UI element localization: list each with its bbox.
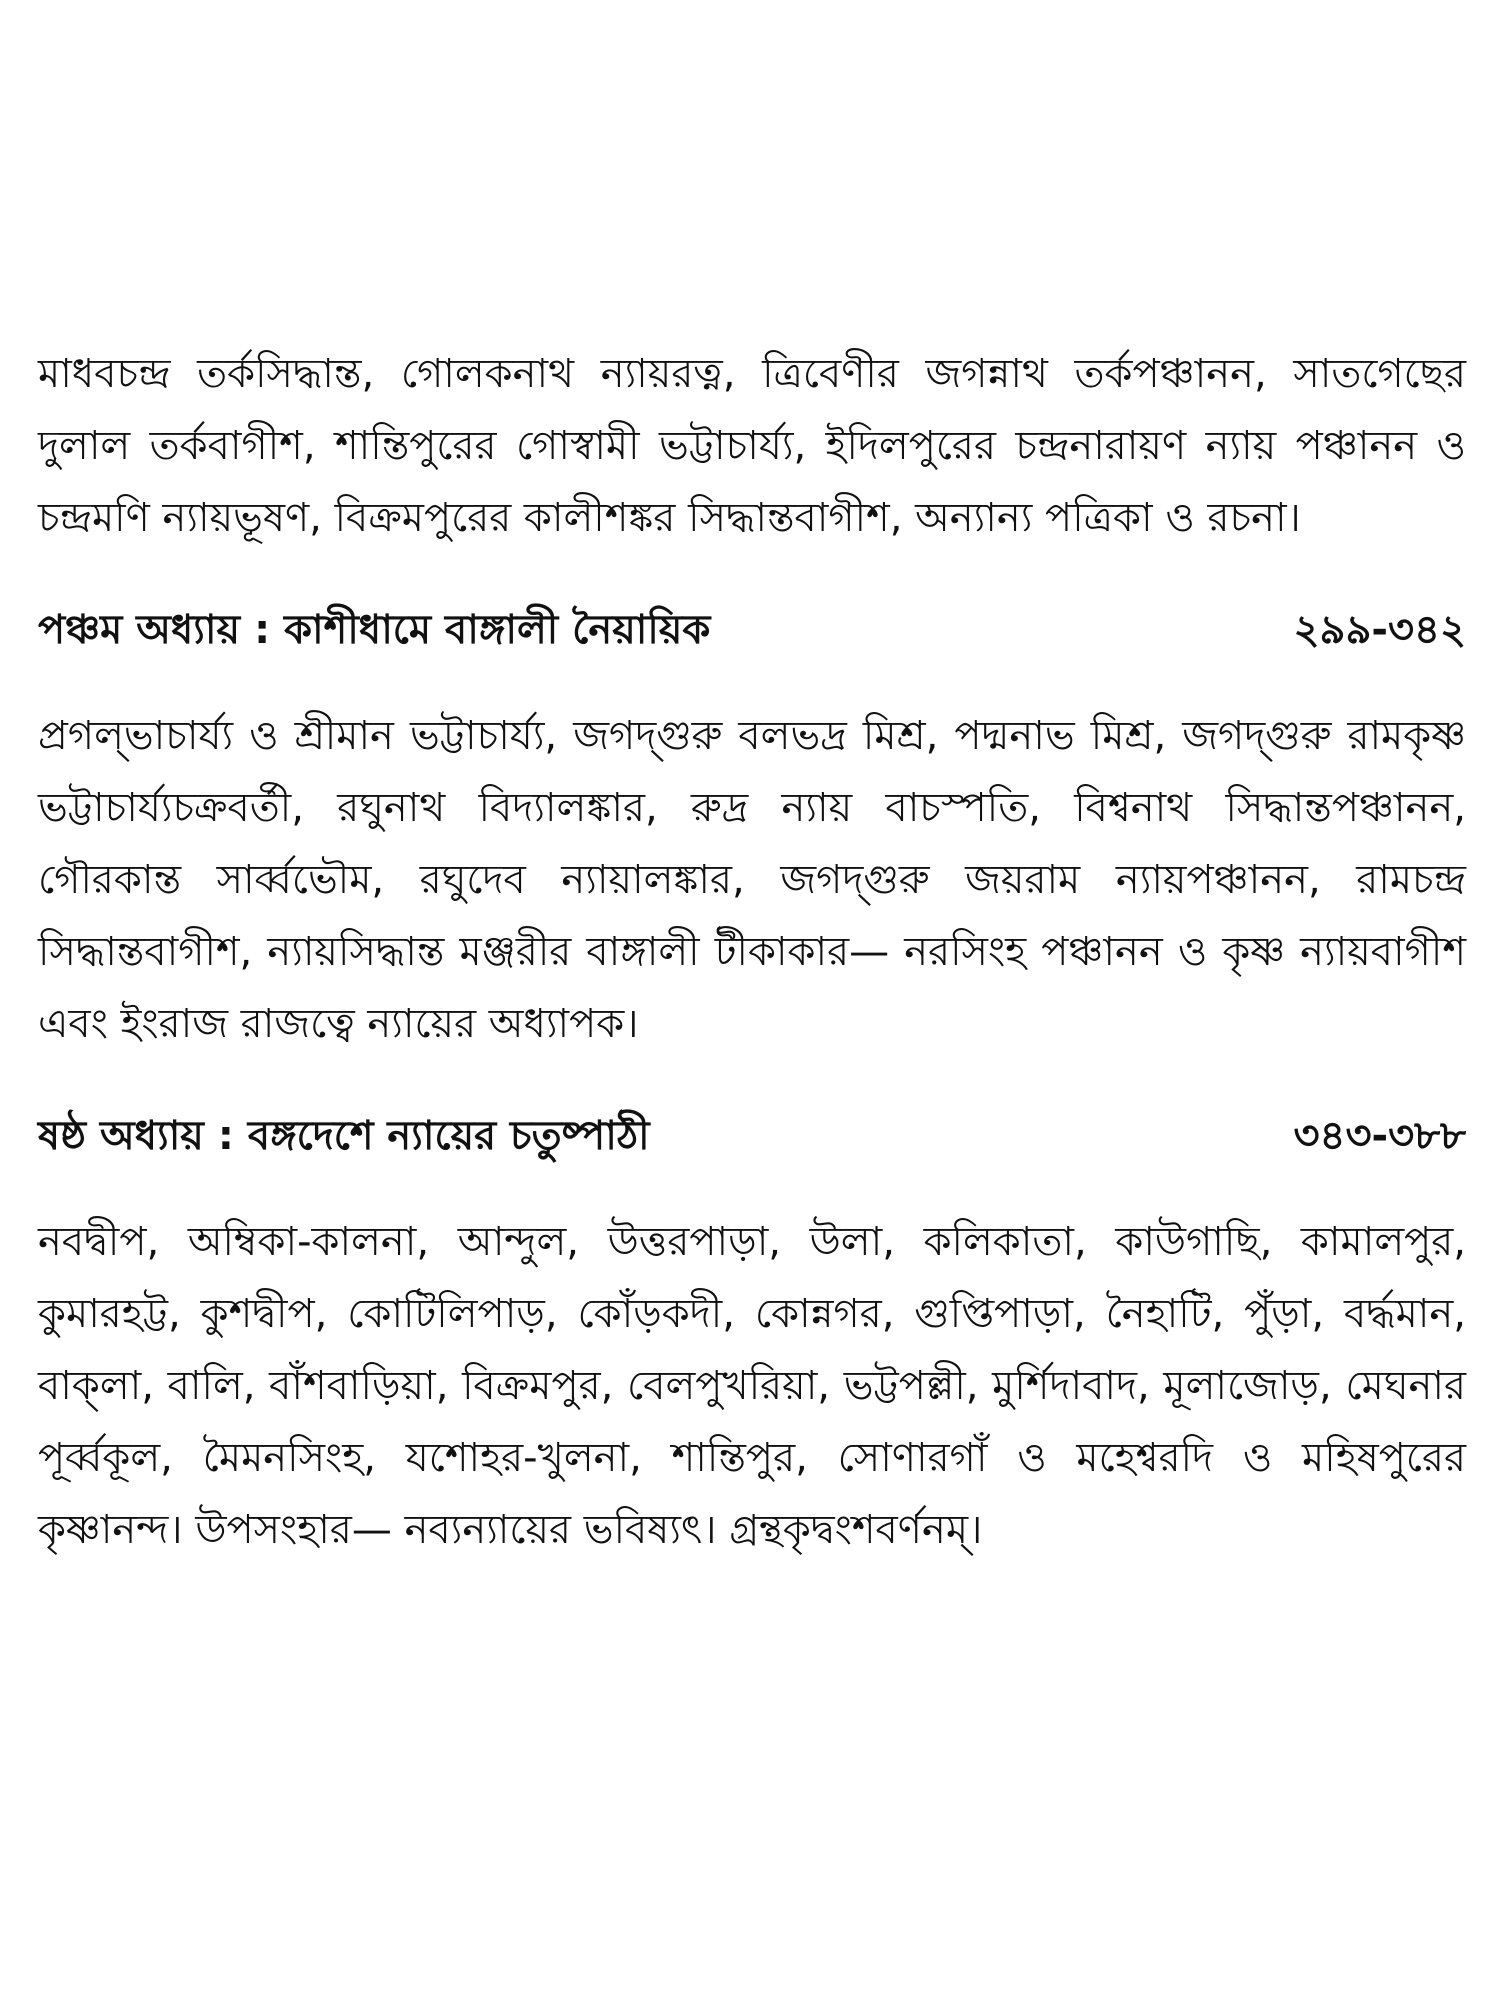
chapter-separator: : <box>254 607 271 653</box>
chapter-section-6 <box>38 1100 1466 1566</box>
chapter-number-label: ষষ্ঠ অধ্যায় <box>38 1113 204 1159</box>
chapter-contents: প্রগল্‌ভাচার্য্য ও শ্রীমান ভট্টাচার্য্য, জগদ্‌গুরু বলভদ্র মিশ্র, পদ্মনাভ মিশ্র, জগদ্‌গুরু রামকৃষ্ণ ভট্টাচার্য্যচক্রবর্তী, রঘুনাথ বিদ্যালঙ্কার, রুদ্র ন্যায় বাচস্পতি, বিশ্বনাথ সিদ্ধান্তপঞ্চানন, গৌরকান্ত সার্ব্বভৌম, রঘুদেব ন্যায়ালঙ্কার, জগদ্‌গুরু জয়রাম ন্যায়পঞ্চানন, রামচন্দ্র সিদ্ধান্তবাগীশ, ন্যায়সিদ্ধান্ত মঞ্জরীর বাঙ্গালী টীকাকার— নরসিংহ পঞ্চানন ও কৃষ্ণ ন্যায়বাগীশ এবং ইংরাজ রাজত্বে ন্যায়ের অধ্যাপক। <box>38 713 1466 1047</box>
chapter-title: বঙ্গদেশে ন্যায়ের চতুষ্পাঠী <box>247 1113 650 1159</box>
chapter-number-label: পঞ্চম অধ্যায় <box>38 607 241 653</box>
chapter-title-line <box>38 1100 650 1172</box>
chapter-page-range: ৩৪৩-৩৮৮ <box>1293 1113 1466 1159</box>
continued-paragraph: মাধবচন্দ্র তর্কসিদ্ধান্ত, গোলকনাথ ন্যায়রত্ন, ত্রিবেণীর জগন্নাথ তর্কপঞ্চানন, সাতগেছের দুলাল তর্কবাগীশ, শান্তিপুরের গোস্বামী ভট্টাচার্য্য, ইদিলপুরের চন্দ্রনারায়ণ ন্যায় পঞ্চানন ও চন্দ্রমণি ন্যায়ভূষণ, বিক্রমপুরের কালীশঙ্কর সিদ্ধান্তবাগীশ, অন্যান্য পত্রিকা ও রচনা। <box>38 351 1466 541</box>
chapter-separator: : <box>217 1113 234 1159</box>
chapter-contents: নবদ্বীপ, অম্বিকা-কালনা, আন্দুল, উত্তরপাড়া, উলা, কলিকাতা, কাউগাছি, কামালপুর, কুমারহট্ট, কুশদ্বীপ, কোটিলিপাড়, কোঁড়কদী, কোন্নগর, গুপ্তিপাড়া, নৈহাটি, পুঁড়া, বর্দ্ধমান, বাক্‌লা, বালি, বাঁশবাড়িয়া, বিক্রমপুর, বেলপুখরিয়া, ভট্টপল্লী, মুর্শিদাবাদ, মূলাজোড়, মেঘনার পূর্ব্বকূল, মৈমনসিংহ, যশোহর-খুলনা, শান্তিপুর, সোণারগাঁ ও মহেশ্বরদি ও মহিষপুরের কৃষ্ণানন্দ। উপসংহার— নব্যন্যায়ের ভবিষ্যৎ। গ্রন্থকৃদ্বংশবর্ণনম্‌। <box>38 1219 1466 1553</box>
contents-page <box>38 338 1466 1566</box>
chapter-heading <box>38 1100 1466 1172</box>
chapter-title: কাশীধামে বাঙ্গালী নৈয়ায়িক <box>284 607 711 653</box>
chapter-title-line <box>38 594 710 666</box>
chapter-page-range: ২৯৯-৩৪২ <box>1293 607 1466 653</box>
chapter-heading <box>38 594 1466 666</box>
chapter-section-5 <box>38 594 1466 1060</box>
